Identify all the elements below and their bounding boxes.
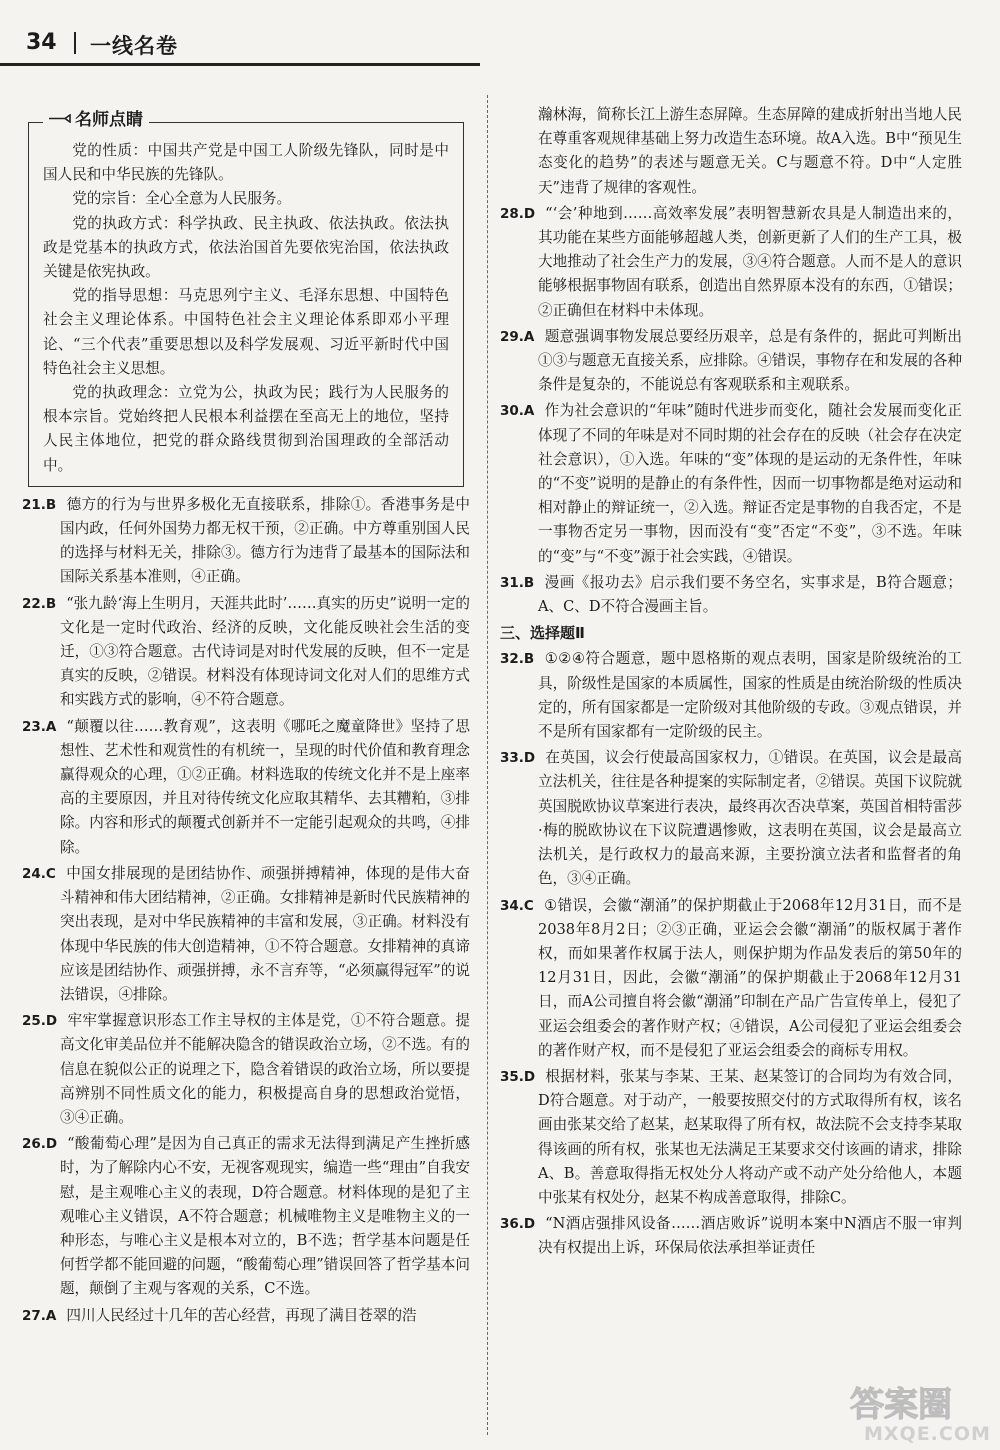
watermark-logo [842, 1376, 992, 1446]
tip-paragraph: 党的性质：中国共产党是中国工人阶级先锋队，同时是中国人民和中华民族的先锋队。 [43, 142, 449, 184]
answer-number: 34.C [500, 897, 534, 914]
answer-number: 23.A [22, 718, 57, 735]
tip-title [43, 108, 149, 132]
answer-item [22, 1304, 470, 1328]
answer-number: 31.B [500, 574, 535, 591]
answer-text: 作为社会意识的“年味”随时代进步而变化，随社会发展而变化正体现了不同的年味是对不同时期的社会存在的反映（社会存在决定社会意识），①入选。年味的“变”体现的是运动的无条件性，年味的“不变”说明的是静止的有条件性，因而一切事物都是绝对运动和相对静止的辩证统一，②入选。辩证否定是事物的自我否定，不是一事物否定另一事物，因而没有“变”否定“不变”，③不选。年味的“变”与“不变”源于社会实践，④错误。 [537, 402, 962, 565]
tip-paragraph: 党的宗旨：全心全意为人民服务。 [72, 190, 292, 208]
answer-item [500, 103, 962, 200]
answer-item [22, 715, 470, 860]
answer-text: 题意强调事物发展总要经历艰辛，总是有条件的，据此可判断出①③与题意无直接关系，应排除。④错误，事物存在和发展的各种条件是复杂的，不能说总有客观联系和主观联系。 [537, 327, 962, 394]
answer-number: 32.B [500, 651, 535, 668]
answer-item [22, 862, 470, 1007]
answer-item [500, 746, 962, 891]
tip-paragraph: 党的执政方式：科学执政、民主执政、依法执政。依法执政是党基本的执政方式，依法治国首先要依宪治国，依法执政关键是依宪执政。 [43, 214, 449, 281]
tip-paragraph: 党的指导思想：马克思列宁主义、毛泽东思想、中国特色社会主义理论体系。中国特色社会主义理论体系即邓小平理论、“三个代表”重要思想以及科学发展观、习近平新时代中国特色社会主义思想。 [43, 287, 449, 377]
answer-item [500, 399, 962, 568]
right-column [500, 103, 962, 1263]
book-title: 一线名卷 [90, 34, 178, 58]
answer-text: “酸葡萄心理”是因为自己真正的需求无法得到满足产生挫折感时，为了解除内心不安，无视客观现实，编造一些“理由”自我安慰，是主观唯心主义的表现，D符合题意。材料体现的是犯了主观唯心主义错误，A不符合题意；机械唯物主义是唯物主义的一种形态，与唯心主义是根本对立的，B不选；哲学基本问题是任何哲学都不能回避的问题，“酸葡萄心理”错误回答了哲学基本问题，颠倒了主观与客观的关系，C不选。 [59, 1135, 470, 1298]
teacher-tip-box [28, 110, 464, 487]
answer-text: ①②④符合题意，题中恩格斯的观点表明，国家是阶级统治的工具，阶级性是国家的本质属性，国家的性质是由统治阶级的性质决定的，所有国家都是一定阶级对其他阶级的专政。③观点错误，并不是所有国家都有一定阶级的民主。 [537, 650, 962, 741]
answer-text: “张九龄‘海上生明月，天涯共此时’……真实的历史”说明一定的文化是一定时代政治、经济的反映，文化能反映社会生活的变迁，①③符合题意。古代诗词是对时代发展的反映，但不一定是真实的反映，②错误。材料没有体现诗词文化对人们的思维方式和实践方式的影响，④不符合题意。 [59, 594, 470, 709]
answer-number: 33.D [500, 750, 536, 767]
svg-text:答案圈: 答案圈 [850, 1385, 952, 1425]
answer-number: 25.D [22, 1013, 58, 1030]
column-divider [487, 95, 488, 1435]
answer-text: 在英国，议会行使最高国家权力，①错误。在英国，议会是最高立法机关，往往是各种提案的实际制定者，②错误。英国下议院就英国脱欧协议草案进行表决，最终再次否决草案，英国首相特雷莎·梅的脱欧协议在下议院遭遇惨败，这表明在英国，议会是最高立法机关，是行政权力的最高来源，主要扮演立法者和监督者的角色，③④正确。 [537, 749, 962, 888]
header-rule [0, 63, 480, 66]
left-column [22, 108, 470, 1330]
answer-text: 根据材料，张某与李某、王某、赵某签订的合同均为有效合同，D符合题意。对于动产，一般要按照交付的方式取得所有权，该名画由张某交给了赵某，赵某取得了所有权，故法院不会支持李某取得该画的所有权，张某也无法满足王某要求交付该画的请求，排除A、B。善意取得指无权处分人将动产或不动产处分给他人，本题中张某有权处分，赵某不构成善意取得，排除C。 [537, 1067, 962, 1206]
answer-item [500, 571, 962, 619]
answer-item [500, 1065, 962, 1210]
answer-item [22, 1009, 470, 1130]
answer-number: 28.D [500, 205, 536, 222]
answer-item [500, 202, 962, 323]
header-separator [74, 32, 76, 54]
answer-item [500, 647, 962, 744]
answer-item [500, 894, 962, 1063]
answer-number: 27.A [22, 1307, 57, 1324]
page-number: 34 [26, 30, 57, 55]
answer-number: 29.A [500, 328, 535, 345]
answer-text: 四川人民经过十几年的苦心经营，再现了满目苍翠的浩 [66, 1306, 417, 1324]
answer-number: 24.C [22, 865, 56, 882]
answer-number: 35.D [500, 1068, 536, 1085]
answer-item [22, 1132, 470, 1301]
answer-number: 30.A [500, 403, 535, 420]
answer-text: 中国女排展现的是团结协作、顽强拼搏精神，体现的是伟大奋斗精神和伟大团结精神，②正确。女排精神是新时代民族精神的突出表现，是对中华民族精神的丰富和发展，③正确。材料没有体现中华民族的伟大创造精神，①不符合题意。女排精神的真谛应该是团结协作、顽强拼搏，永不言弃等，“必须赢得冠军”的说法错误，④排除。 [59, 864, 470, 1003]
tip-title-text: 名师点睛 [75, 110, 143, 130]
right-answer-list [500, 103, 962, 1261]
answer-text: 牢牢掌握意识形态工作主导权的主体是党，①不符合题意。提高文化审美品位并不能解决隐含的错误政治立场，②不选。有的信息在貌似公正的说理之下，隐含着错误的政治立场，所以要提高辨别不同性质文化的能力，积极提高自身的思想政治觉悟，③④正确。 [59, 1012, 470, 1126]
answer-text: 漫画《报功去》启示我们要不务空名，实事求是，B符合题意；A、C、D不符合漫画主旨。 [537, 573, 962, 616]
section-heading: 三、选择题Ⅱ [500, 624, 585, 643]
answer-text: ①错误，会徽“潮涌”的保护期截止于2068年12月31日，而不是2038年8月2日；②③正确，亚运会会徽“潮涌”的版权属于著作权，而如果著作权属于法人，则保护期为作品发表后的第50年的12月31日，因此，会徽“潮涌”的保护期截止于2068年12月31日，而A公司擅自将会徽“潮涌”印制在产品广告宣传单上，侵犯了亚运会组委会的著作财产权；④错误，A公司侵犯了亚运会组委会的著作财产权，而不是侵犯了亚运会组委会的商标专用权。 [537, 896, 962, 1059]
answer-item [22, 493, 470, 590]
answer-number: 36.D [500, 1216, 536, 1233]
answer-text: 德方的行为与世界多极化无直接联系，排除①。香港事务是中国内政，任何外国势力都无权干预，②正确。中方尊重别国人民的选择与材料无关，排除③。德方行为违背了最基本的国际法和国际关系基本准则，④正确。 [59, 495, 470, 586]
answer-item [500, 1212, 962, 1260]
answer-number: 22.B [22, 595, 57, 612]
answer-number: 21.B [22, 496, 57, 513]
left-answer-list [22, 493, 470, 1328]
answer-text: “‘会’种地到……高效率发展”表明智慧新农具是人制造出来的，其功能在某些方面能够超越人类，创新更新了人们的生产工具，极大地推动了社会生产力的发展，③④符合题意。人而不是人的意识能够根据事物固有联系，创造出自然界原本没有的东西，①错误；②正确但在材料中未体现。 [537, 204, 962, 319]
answer-item [500, 325, 962, 398]
svg-text:MXQE.COM: MXQE.COM [864, 1423, 991, 1445]
tip-paragraph: 党的执政理念：立党为公，执政为民；践行为人民服务的根本宗旨。党始终把人民根本利益摆在至高无上的地位，坚持人民主体地位，把党的群众路线贯彻到治国理政的全部活动中。 [43, 384, 449, 474]
answer-text: 瀚林海，简称长江上游生态屏障。生态屏障的建成折射出当地人民在尊重客观规律基础上努力改造生态环境。故A入选。B中“预见生态变化的趋势”的表述与题意无关。C与题意不符。D中“人定胜天”违背了规律的客观性。 [537, 106, 962, 196]
answer-number: 26.D [22, 1136, 58, 1153]
answer-text: “颠覆以往……教育观”，这表明《哪吒之魔童降世》坚持了思想性、艺术性和观赏性的有机统一，呈现的时代价值和教育理念赢得观众的心理，①②正确。材料选取的传统文化并不是上座率高的主要原因，并且对待传统文化应取其精华、去其糟粕，③排除。内容和形式的颠覆式创新并不一定能引起观众的共鸣，④排除。 [59, 717, 470, 856]
pen-icon [49, 114, 71, 123]
answer-item [22, 592, 470, 713]
tip-paragraphs [43, 139, 449, 478]
answer-text: “N酒店强排风设备……酒店败诉”说明本案中N酒店不服一审判决有权提出上诉，环保局依法承担举证责任 [537, 1215, 962, 1257]
